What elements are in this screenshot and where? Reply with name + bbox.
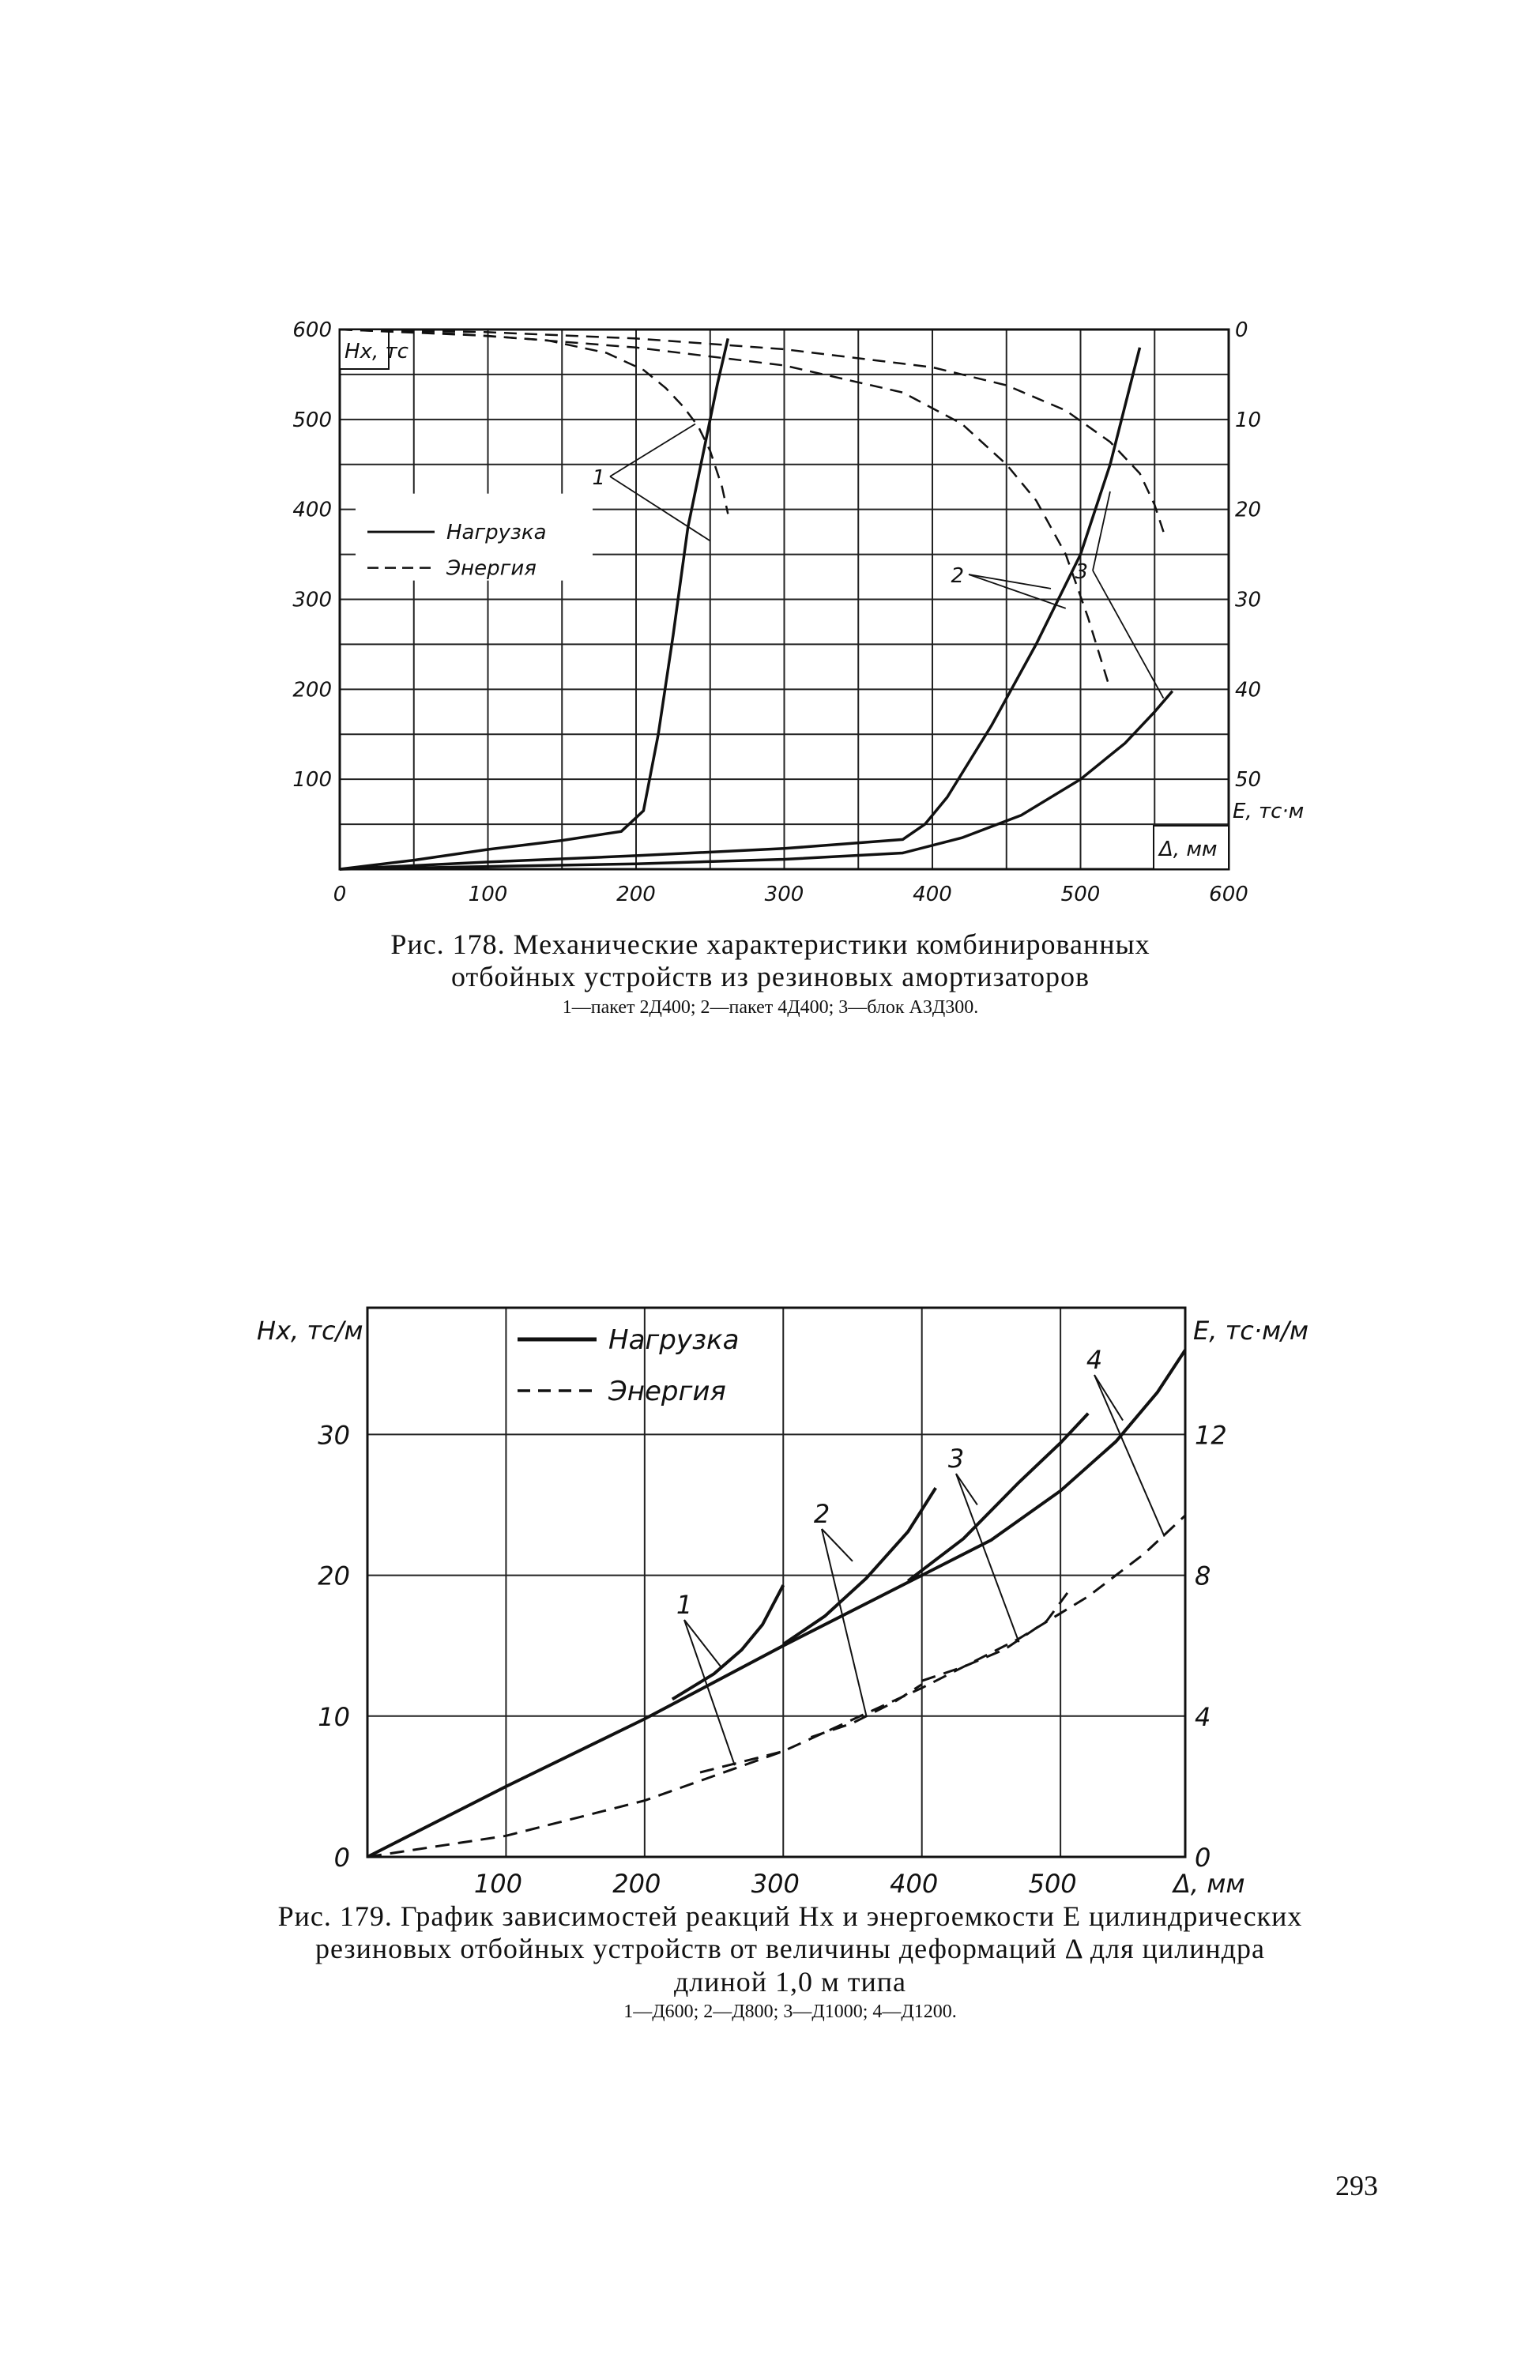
y-right-tick-label: 20: [1235, 498, 1262, 522]
legend-label-energy: Энергия: [446, 556, 537, 581]
figure-179-caption-title: Рис. 179. График зависимостей реакций Hx и энергоемкости E цилиндрических резиновых отбойных устройств от величины деформаций Δ для цилиндра длиной 1,0 м типа: [277, 1900, 1303, 1998]
curve-leader-line: [956, 1474, 1019, 1642]
x-axis-label: Δ, мм: [1173, 1869, 1245, 1899]
series-energy-3: [922, 1593, 1067, 1681]
curve-leader-line: [1094, 1375, 1165, 1537]
x-tick-label: 300: [764, 883, 804, 906]
curve-leader-line: [684, 1620, 721, 1666]
y-right-tick-label: 12: [1195, 1420, 1227, 1451]
curve-number-label: 2: [951, 564, 964, 588]
y-right-tick-label: 0: [1235, 318, 1248, 342]
figure-178-caption-legend: 1—пакет 2Д400; 2—пакет 4Д400; 3—блок А3Д300.: [562, 996, 979, 1018]
figure-178-caption-title: Рис. 178. Механические характеристики комбинированных отбойных устройств из резиновых амортизаторов: [390, 928, 1150, 993]
y-left-tick-label: 0: [333, 1843, 350, 1873]
y-right-tick-label: 8: [1195, 1561, 1211, 1591]
y-left-tick-label: 500: [292, 408, 332, 432]
y-left-tick-label: 30: [318, 1420, 350, 1451]
series-energy-2: [811, 1685, 921, 1738]
curve-number-label: 2: [813, 1499, 830, 1529]
x-tick-label: 500: [1028, 1869, 1077, 1899]
x-tick-label: 600: [1209, 883, 1248, 906]
y-right-tick-label: 50: [1235, 768, 1262, 793]
x-tick-label: 0: [333, 883, 347, 906]
y-left-tick-label: 300: [292, 588, 332, 612]
x-tick-label: 100: [468, 883, 508, 906]
y-right-tick-label: 10: [1235, 408, 1262, 432]
x-tick-label: 400: [913, 883, 952, 906]
curve-number-label: 3: [947, 1444, 965, 1474]
legend-label-load: Нагрузка: [608, 1324, 740, 1356]
y-left-tick-label: 20: [318, 1561, 350, 1591]
legend-label-load: Нагрузка: [446, 521, 547, 545]
series-energy-1: [700, 1751, 783, 1772]
curve-number-label: 1: [676, 1590, 693, 1620]
series-load-2: [783, 1488, 936, 1644]
curve-number-label: 4: [1086, 1345, 1103, 1375]
y-right-axis-label: E, тс·м: [1233, 800, 1305, 823]
legend-label-energy: Энергия: [608, 1376, 726, 1407]
page-number: 293: [1335, 2170, 1378, 2201]
y-right-tick-label: 30: [1235, 588, 1262, 612]
y-left-axis-label: Hx, тс: [345, 340, 409, 363]
x-tick-label: 400: [890, 1869, 939, 1899]
plot-frame: [367, 1308, 1185, 1857]
x-tick-label: 100: [473, 1869, 522, 1899]
curve-number-label: 3: [1075, 560, 1088, 584]
series-energy-4: [367, 1516, 1185, 1857]
x-tick-label: 200: [612, 1869, 661, 1899]
x-tick-label: 300: [751, 1869, 800, 1899]
y-left-tick-label: 400: [292, 498, 332, 522]
y-right-axis-label: E, тс·м/м: [1193, 1316, 1309, 1346]
y-left-tick-label: 100: [292, 768, 332, 793]
x-axis-label: Δ, мм: [1159, 838, 1218, 861]
curve-number-label: 1: [592, 466, 605, 490]
y-left-tick-label: 600: [292, 318, 332, 342]
figure-179-caption: [277, 1900, 1304, 2024]
y-left-tick-label: 200: [292, 678, 332, 702]
figure-179-caption-legend: 1—Д600; 2—Д800; 3—Д1000; 4—Д1200.: [623, 2002, 957, 2023]
y-right-tick-label: 4: [1195, 1701, 1211, 1732]
curve-leader-line: [1094, 1375, 1123, 1421]
x-tick-label: 500: [1060, 883, 1101, 906]
series-load-4: [367, 1350, 1185, 1858]
y-left-axis-label: Hx, тс/м: [257, 1316, 363, 1346]
y-right-tick-label: 40: [1235, 678, 1262, 702]
x-tick-label: 200: [616, 883, 656, 906]
y-left-tick-label: 10: [318, 1701, 350, 1732]
y-right-tick-label: 0: [1195, 1843, 1211, 1873]
